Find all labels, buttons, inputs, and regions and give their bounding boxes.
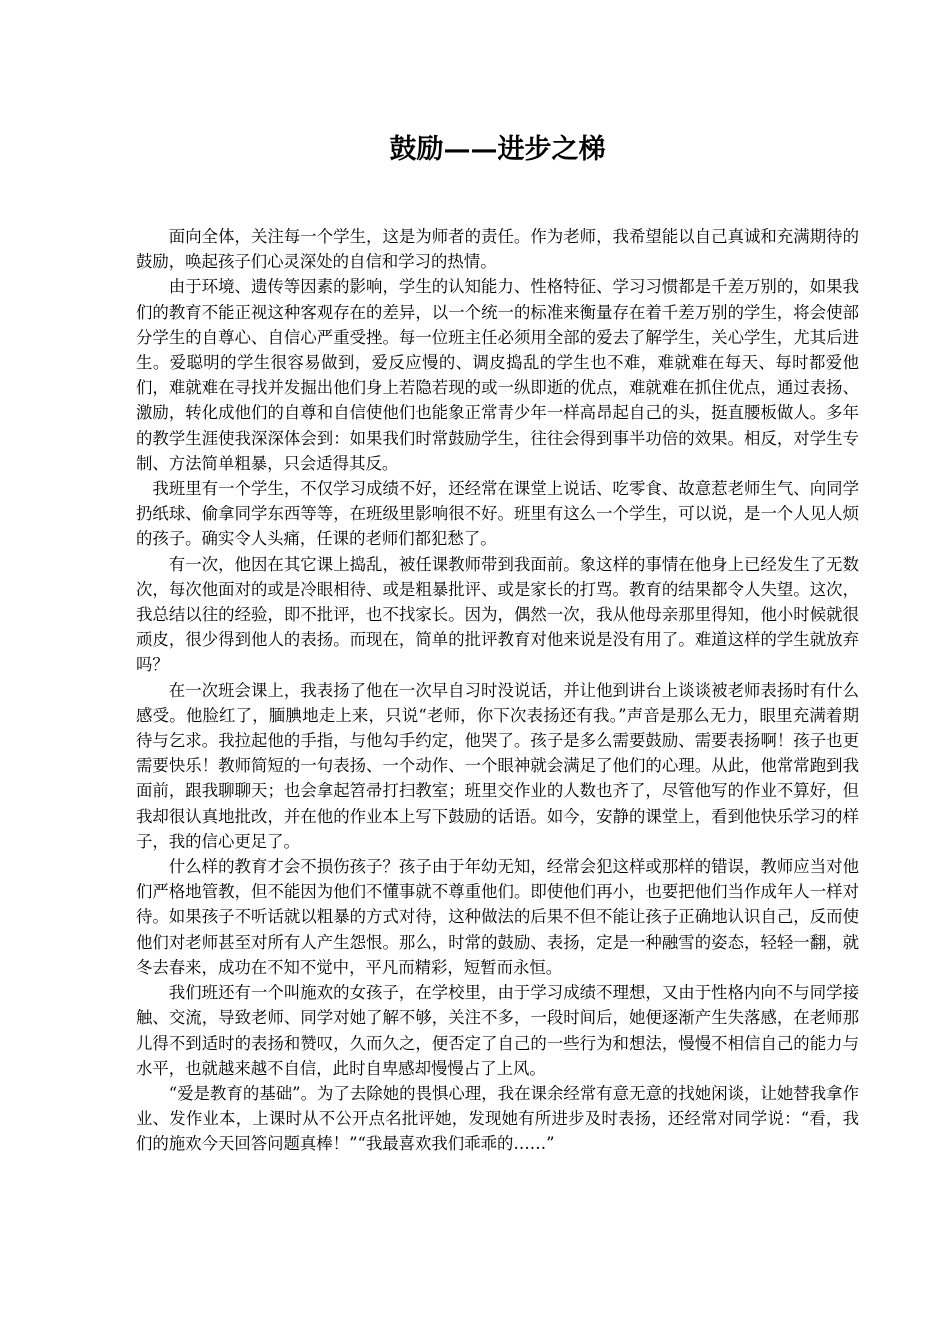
- document-page: [136, 128, 859, 1157]
- document-title: 鼓励——进步之梯: [389, 134, 606, 165]
- paragraph-5: 在一次班会课上，我表扬了他在一次早自习时没说话，并让他到讲台上谈谈被老师表扬时有什么感受。他脸红了，腼腆地走上来，只说“老师，你下次表扬还有我。”声音是那么无力，眼里充满着期待与乞求。我拉起他的手指，与他勾手约定，他哭了。孩子是多么需要鼓励、需要表扬啊！孩子也更需要快乐！教师简短的一句表扬、一个动作、一个眼神就会满足了他们的心理。从此，他常常跑到我面前，跟我聊聊天；也会拿起笤帚打扫教室；班里交作业的人数也齐了，尽管他写的作业不算好，但我却很认真地批改，并在他的作业本上写下鼓励的话语。如今，安静的课堂上，看到他快乐学习的样子，我的信心更足了。: [136, 680, 859, 851]
- paragraph-7: 我们班还有一个叫施欢的女孩子，在学校里，由于学习成绩不理想，又由于性格内向不与同学接触、交流，导致老师、同学对她了解不够，关注不多，一段时间后，她便逐渐产生失落感，在老师那儿得不到适时的表扬和赞叹，久而久之，便否定了自己的一些行为和想法，慢慢不相信自己的能力与水平，也就越来越不自信，此时自卑感却慢慢占了上风。: [136, 983, 859, 1078]
- paragraph-2: 由于环境、遗传等因素的影响，学生的认知能力、性格特征、学习习惯都是千差万别的，如果我们的教育不能正视这种客观存在的差异，以一个统一的标准来衡量存在着千差万别的学生，将会使部分学生的自尊心、自信心严重受挫。每一位班主任必须用全部的爱去了解学生，关心学生，尤其后进生。爱聪明的学生很容易做到，爱反应慢的、调皮捣乱的学生也不难，难就难在每天、每时都爱他们，难就难在寻找并发掘出他们身上若隐若现的或一纵即逝的优点，难就难在抓住优点，通过表扬、激励，转化成他们的自尊和自信使他们也能象正常青少年一样高昂起自己的头，挺直腰板做人。多年的教学生涯使我深深体会到：如果我们时常鼓励学生，往往会得到事半功倍的效果。相反，对学生专制、方法简单粗暴，只会适得其反。: [136, 277, 859, 473]
- paragraph-8: “爱是教育的基础”。为了去除她的畏惧心理，我在课余经常有意无意的找她闲谈，让她替我拿作业、发作业本，上课时从不公开点名批评她，发现她有所进步及时表扬，还经常对同学说：“看，我们的施欢今天回答问题真棒！”“我最喜欢我们乖乖的……”: [136, 1083, 859, 1154]
- paragraph-3: 我班里有一个学生，不仅学习成绩不好，还经常在课堂上说话、吃零食、故意惹老师生气、向同学扔纸球、偷拿同学东西等等，在班级里影响很不好。班里有这么一个学生，可以说，是一个人见人烦的孩子。确实令人头痛，任课的老师们都犯愁了。: [136, 479, 859, 549]
- paragraph-4: 有一次，他因在其它课上捣乱，被任课教师带到我面前。象这样的事情在他身上已经发生了无数次，每次他面对的或是冷眼相待、或是粗暴批评、或是家长的打骂。教育的结果都令人失望。这次，我总结以往的经验，即不批评，也不找家长。因为，偶然一次，我从他母亲那里得知，他小时候就很顽皮，很少得到他人的表扬。而现在，简单的批评教育对他来说是没有用了。难道这样的学生就放弃吗？: [136, 554, 859, 675]
- paragraph-1: 面向全体，关注每一个学生，这是为师者的责任。作为老师，我希望能以自己真诚和充满期待的鼓励，唤起孩子们心灵深处的自信和学习的热情。: [136, 227, 859, 272]
- paragraph-6: 什么样的教育才会不损伤孩子？孩子由于年幼无知，经常会犯这样或那样的错误，教师应当对他们严格地管教，但不能因为他们不懂事就不尊重他们。即使他们再小，也要把他们当作成年人一样对待。如果孩子不听话就以粗暴的方式对待，这种做法的后果不但不能让孩子正确地认识自己，反而使他们对老师甚至对所有人产生怨恨。那么，时常的鼓励、表扬，定是一种融雪的姿态，轻轻一翻，就冬去春来，成功在不知不觉中，平凡而精彩，短暂而永恒。: [136, 857, 859, 977]
